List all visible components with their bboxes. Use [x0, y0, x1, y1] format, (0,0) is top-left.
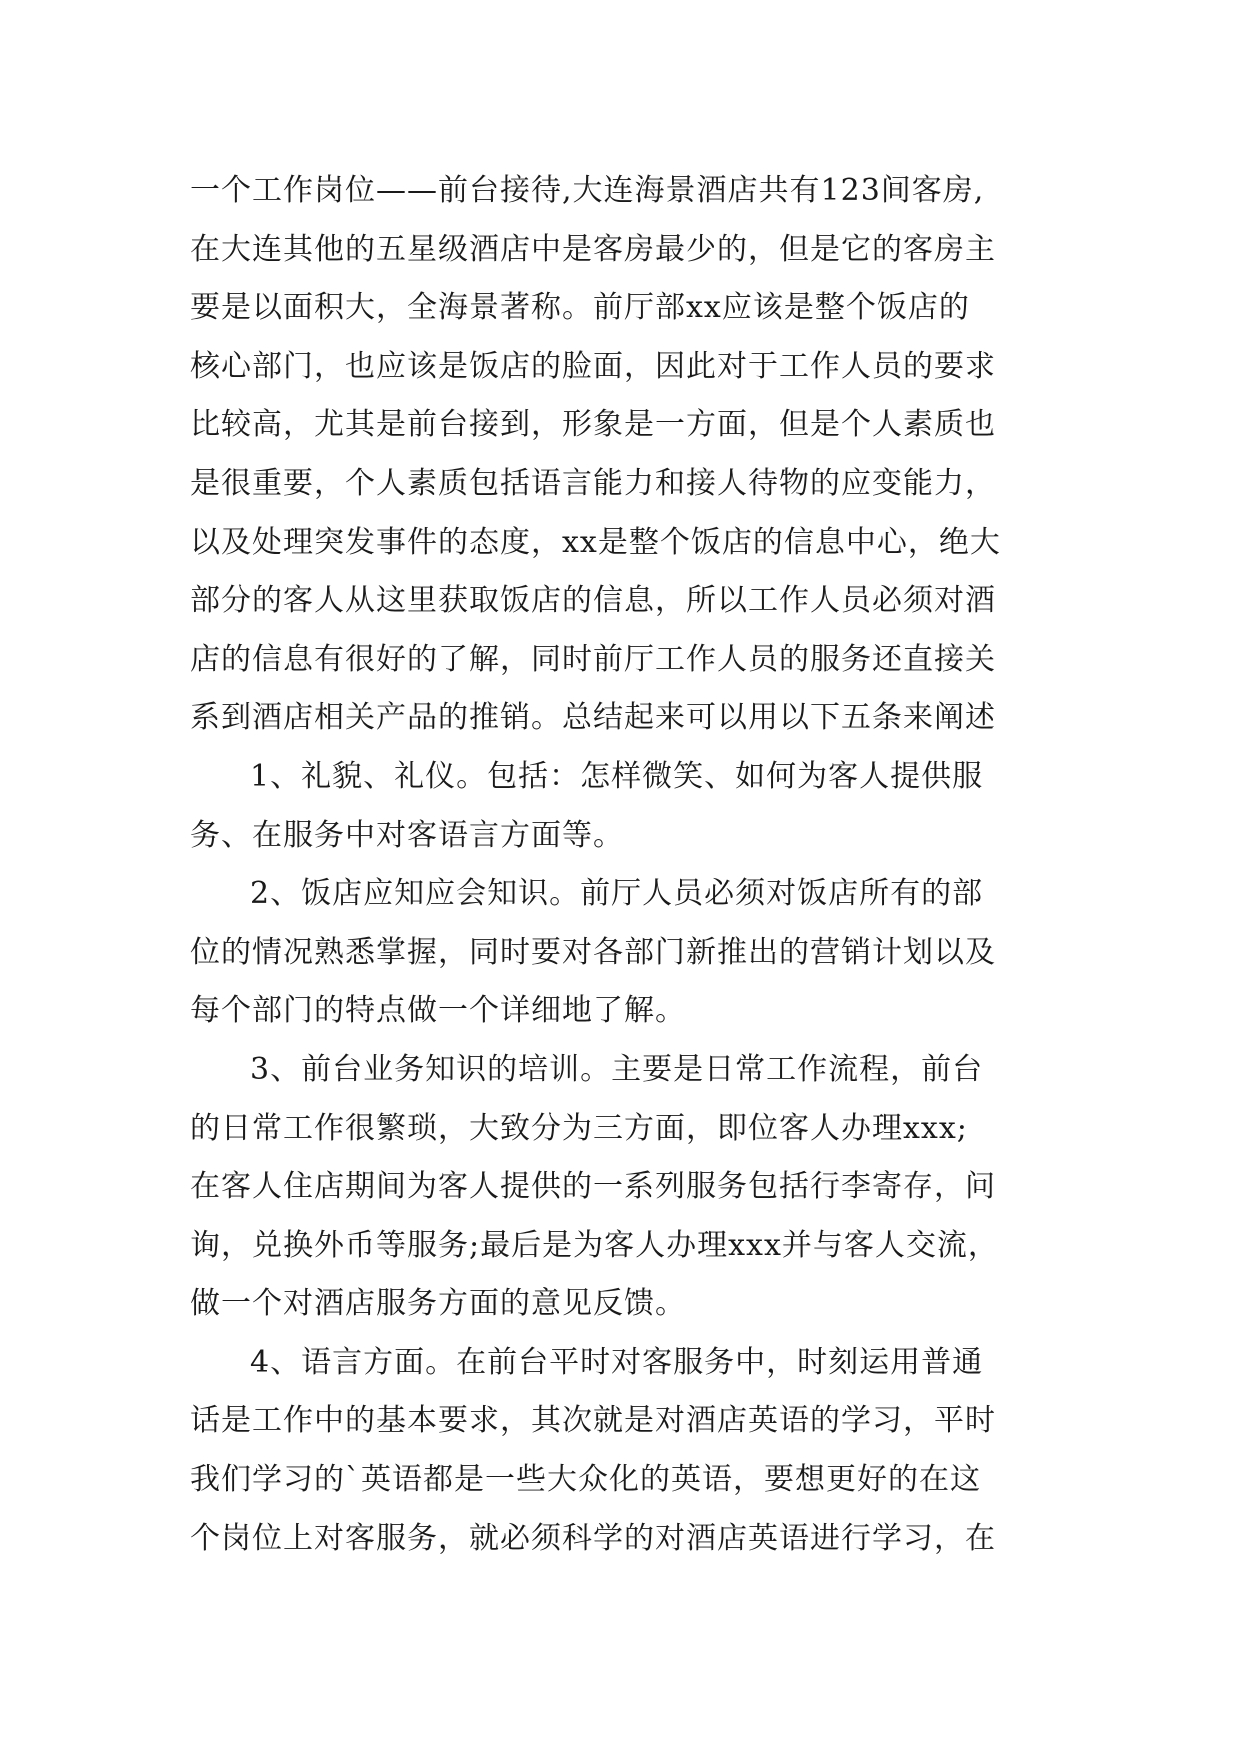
- document-body: [190, 162, 1052, 1568]
- text-line: 一个工作岗位——前台接待,大连海景酒店共有123间客房,: [190, 173, 985, 208]
- text-line: 在客人住店期间为客人提供的一系列服务包括行李寄存，问: [190, 1169, 996, 1205]
- text-line: 在大连其他的五星级酒店中是客房最少的，但是它的客房主: [190, 231, 996, 267]
- text-line: 是很重要，个人素质包括语言能力和接人待物的应变能力，: [190, 465, 996, 501]
- text-line: 做一个对酒店服务方面的意见反馈。: [190, 1286, 686, 1322]
- text-line: 的日常工作很繁琐，大致分为三方面，即位客人办理xxx;: [190, 1110, 968, 1146]
- list-item-3-heading: 3、前台业务知识的培训。主要是日常工作流程，前台: [250, 1051, 984, 1087]
- text-line: 以及处理突发事件的态度，xx是整个饭店的信息中心，绝大: [190, 524, 1001, 560]
- text-line: 店的信息有很好的了解，同时前厅工作人员的服务还直接关: [190, 641, 996, 677]
- text-line: 每个部门的特点做一个详细地了解。: [190, 993, 686, 1029]
- text-line: 个岗位上对客服务，就必须科学的对酒店英语进行学习，在: [190, 1520, 996, 1556]
- list-item-4-heading: 4、语言方面。在前台平时对客服务中，时刻运用普通: [250, 1344, 984, 1380]
- text-line: 话是工作中的基本要求，其次就是对酒店英语的学习，平时: [190, 1403, 996, 1439]
- list-item-1-heading: 1、礼貌、礼仪。包括：怎样微笑、如何为客人提供服: [250, 758, 984, 794]
- text-line: 比较高，尤其是前台接到，形象是一方面，但是个人素质也: [190, 407, 996, 443]
- text-line: 核心部门，也应该是饭店的脸面，因此对于工作人员的要求: [190, 348, 996, 384]
- list-item-2-heading: 2、饭店应知应会知识。前厅人员必须对饭店所有的部: [250, 876, 984, 912]
- text-line: 务、在服务中对客语言方面等。: [190, 817, 624, 853]
- text-line: 我们学习的`英语都是一些大众化的英语，要想更好的在这: [190, 1462, 981, 1498]
- text-line: 询，兑换外币等服务;最后是为客人办理xxx并与客人交流，: [190, 1227, 999, 1263]
- text-line: 要是以面积大，全海景著称。前厅部xx应该是整个饭店的: [190, 290, 970, 326]
- text-line: 位的情况熟悉掌握，同时要对各部门新推出的营销计划以及: [190, 934, 996, 970]
- text-line: 部分的客人从这里获取饭店的信息，所以工作人员必须对酒: [190, 583, 996, 619]
- text-line: 系到酒店相关产品的推销。总结起来可以用以下五条来阐述: [190, 700, 996, 736]
